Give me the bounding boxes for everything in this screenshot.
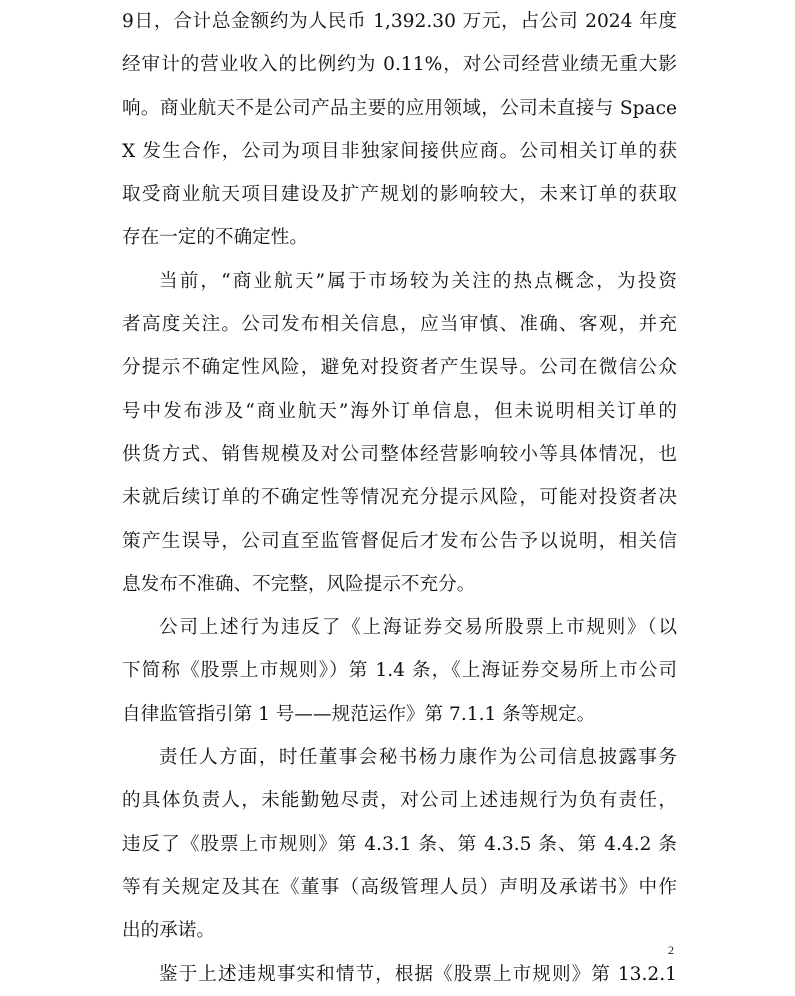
text-line: 未就后续订单的不确定性等情况充分提示风险，可能对投资者决 bbox=[122, 487, 677, 509]
text-line: 响。商业航天不是公司产品主要的应用领域，公司未直接与 Space bbox=[122, 97, 677, 119]
text-line: 供货方式、销售规模及对公司整体经营影响较小等具体情况，也 bbox=[122, 443, 677, 465]
text-line: 分提示不确定性风险，避免对投资者产生误导。公司在微信公众 bbox=[122, 357, 677, 379]
text-line: 息发布不准确、不完整，风险提示不充分。 bbox=[122, 573, 476, 595]
text-line: 9日，合计总金额约为人民币 1,392.30 万元，占公司 2024 年度 bbox=[122, 11, 677, 32]
text-line: X 发生合作，公司为项目非独家间接供应商。公司相关订单的获 bbox=[122, 140, 677, 162]
paragraph-first-line: 公司上述行为违反了《上海证券交易所股票上市规则》（以 bbox=[159, 617, 677, 639]
text-line: 的具体负责人，未能勤勉尽责，对公司上述违规行为负有责任， bbox=[122, 790, 677, 812]
text-line: 号中发布涉及“商业航天”海外订单信息，但未说明相关订单的 bbox=[122, 400, 677, 422]
paragraph-first-line: 鉴于上述违规事实和情节，根据《股票上市规则》第 13.2.1 bbox=[159, 963, 677, 985]
paragraph-first-line: 责任人方面，时任董事会秘书杨力康作为公司信息披露事务 bbox=[159, 747, 677, 769]
text-line: 存在一定的不确定性。 bbox=[122, 227, 308, 249]
paragraph-first-line: 当前，“商业航天”属于市场较为关注的热点概念，为投资 bbox=[159, 270, 677, 292]
text-line: 策产生误导，公司直至监管督促后才发布公告予以说明，相关信 bbox=[122, 530, 677, 552]
text-line: 取受商业航天项目建设及扩产规划的影响较大，未来订单的获取 bbox=[122, 184, 677, 206]
text-line: 经审计的营业收入的比例约为 0.11%，对公司经营业绩无重大影 bbox=[122, 54, 677, 76]
text-line: 等有关规定及其在《董事（高级管理人员）声明及承诺书》中作 bbox=[122, 876, 677, 898]
document-body bbox=[122, 0, 677, 996]
page-number: 2 bbox=[668, 943, 674, 957]
text-line: 违反了《股票上市规则》第 4.3.1 条、第 4.3.5 条、第 4.4.2 条 bbox=[122, 833, 677, 855]
text-line: 者高度关注。公司发布相关信息，应当审慎、准确、客观，并充 bbox=[122, 314, 677, 336]
text-line: 出的承诺。 bbox=[122, 920, 215, 942]
text-line: 自律监管指引第 1 号——规范运作》第 7.1.1 条等规定。 bbox=[122, 703, 596, 725]
text-line: 下简称《股票上市规则》）第 1.4 条，《上海证券交易所上市公司 bbox=[122, 660, 677, 682]
